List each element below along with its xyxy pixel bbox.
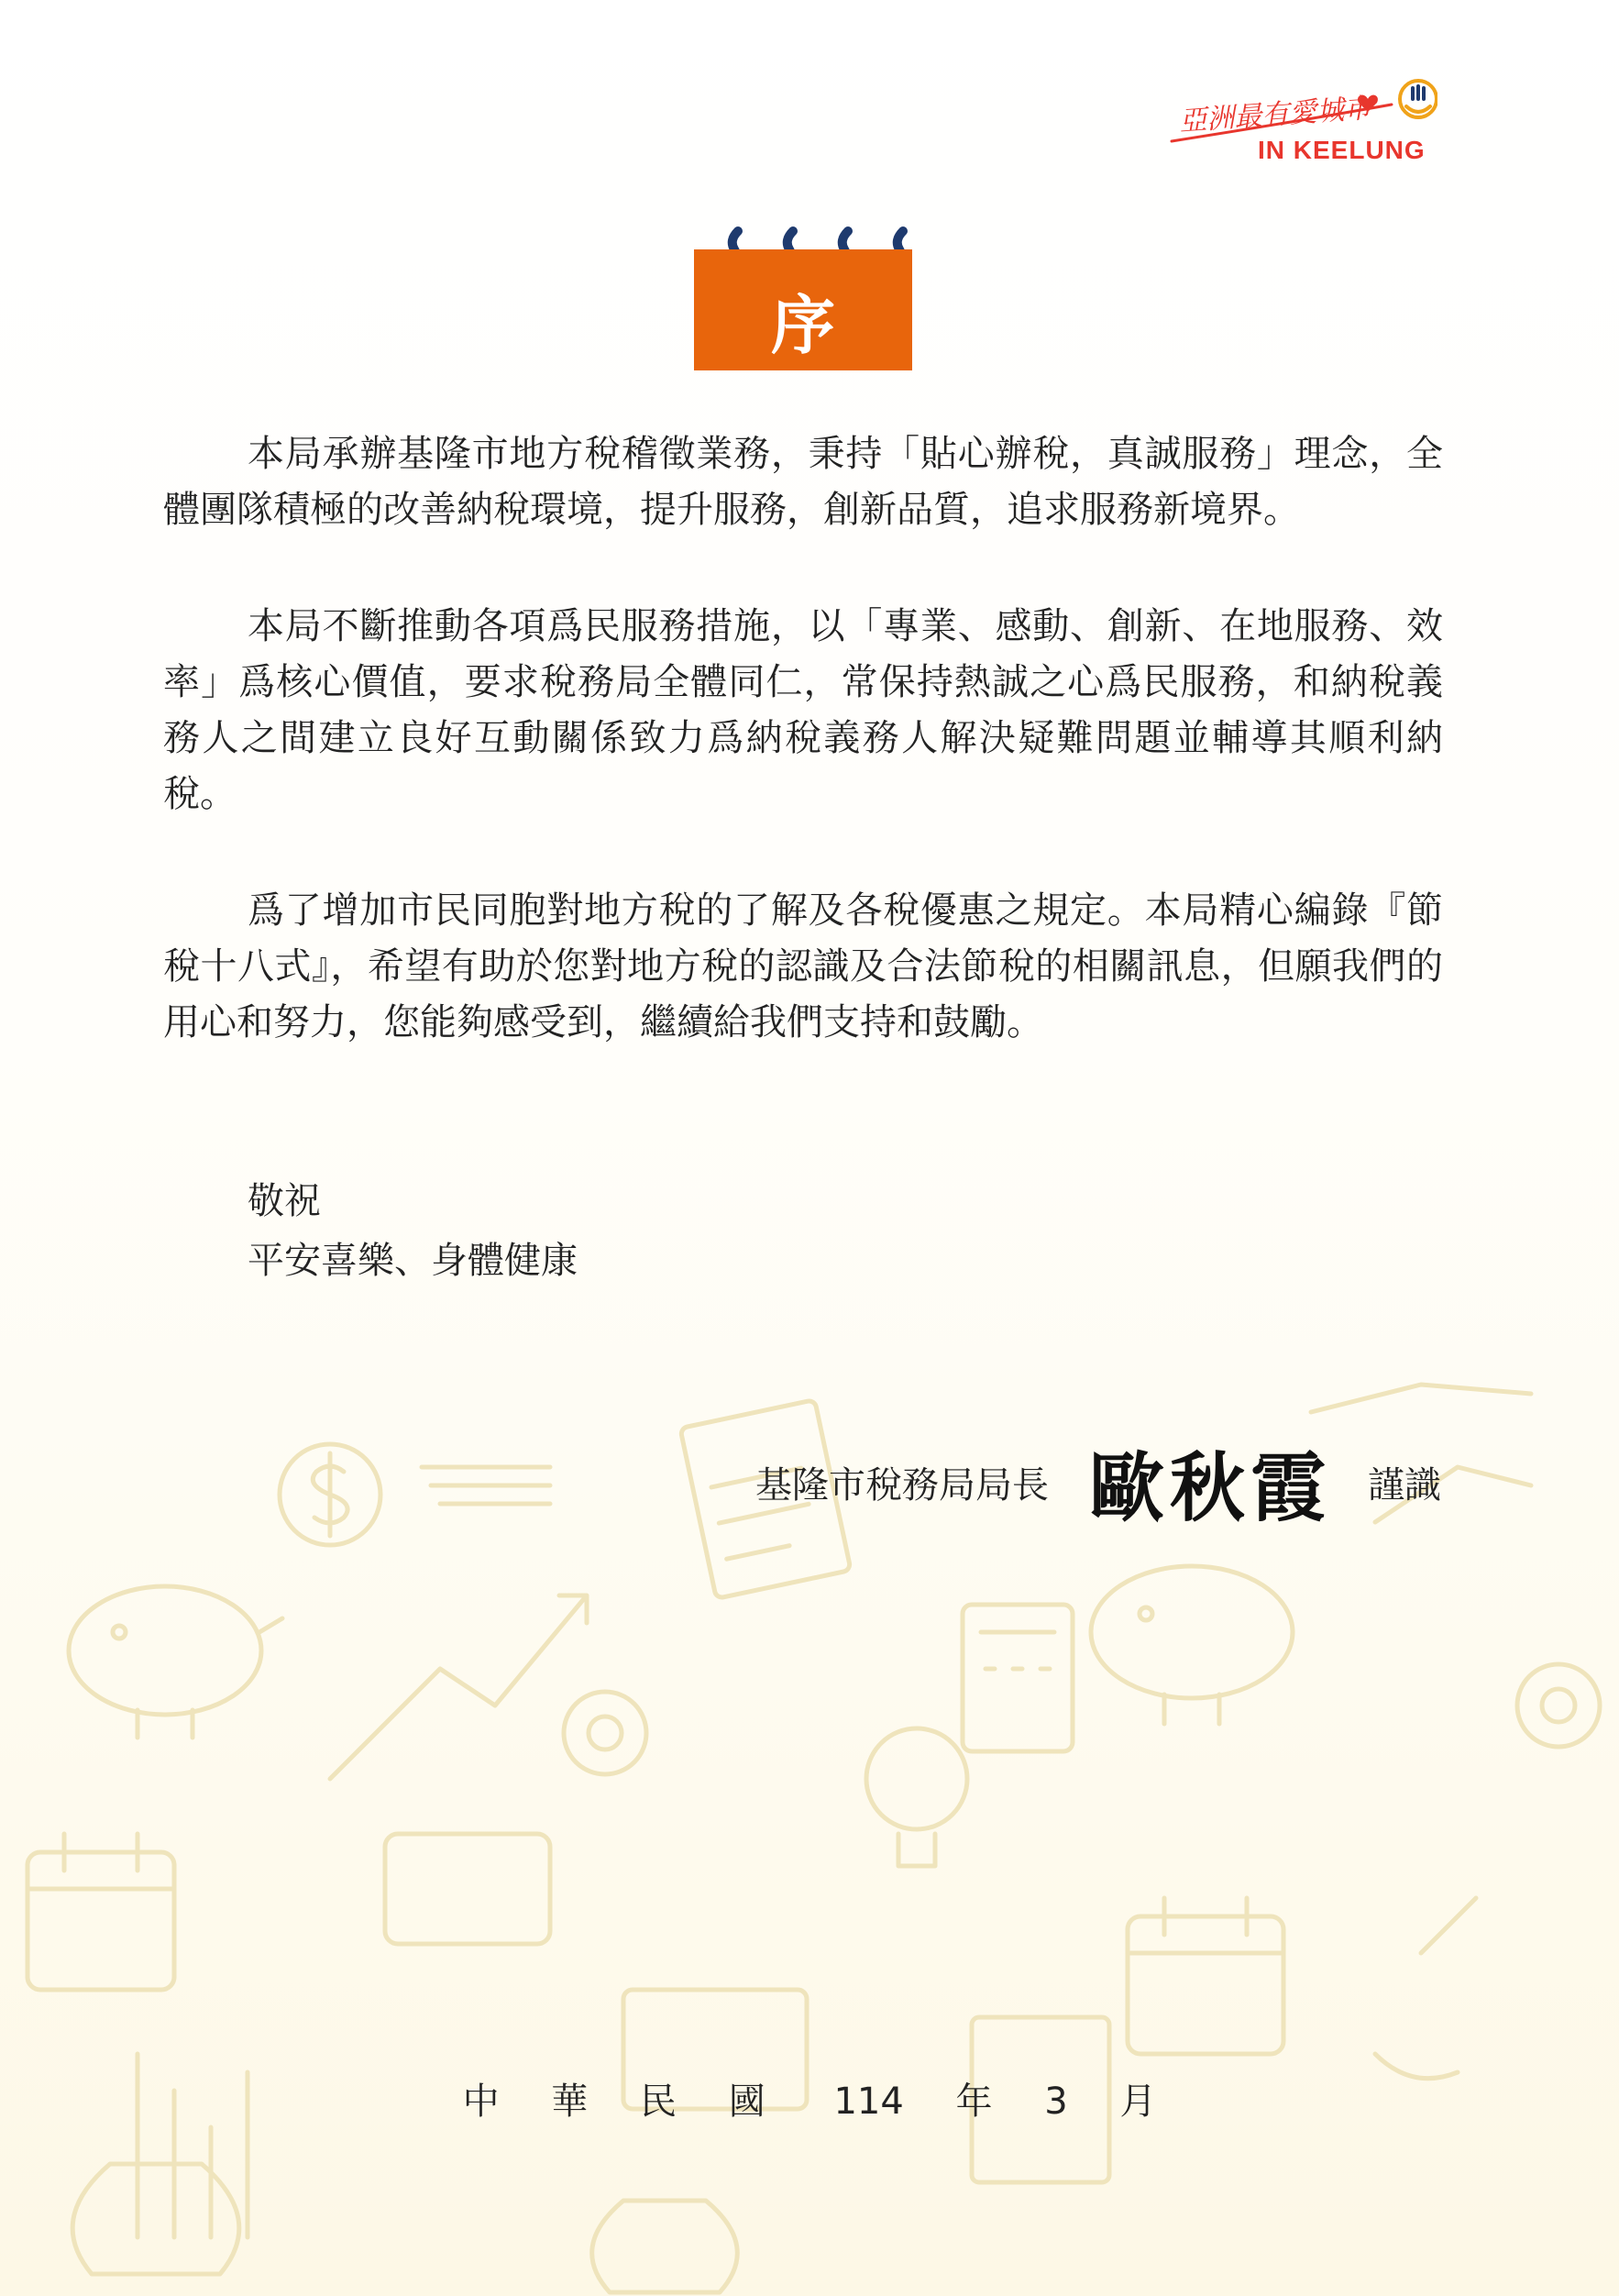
signature-suffix: 謹識 [1368,1464,1441,1507]
signer-name: 歐秋霞 [1088,1444,1331,1532]
gear-icon [564,1664,1600,1774]
closing-greeting [248,1172,578,1291]
calculator-icon [385,1605,1073,1944]
date-month: 3 [1044,2081,1068,2123]
heading-box [694,249,912,370]
smiley-face-icon [1400,81,1437,117]
date-line [0,2072,1619,2125]
city-logo [1162,73,1437,174]
date-year: 114 [833,2081,904,2123]
signature-block [755,1429,1441,1536]
paragraph: 本局承辦基隆市地方稅稽徵業務，秉持「貼心辦稅，真誠服務」理念，全體團隊積極的改善納稅環境，提升服務，創新品質，追求服務新境界。 [163,433,1443,531]
logo-city-name: IN KEELUNG [1258,136,1426,164]
date-part: 中 [462,2081,500,2123]
calendar-icon [28,1834,1283,2054]
preface-heading [694,222,914,370]
closing-line: 敬祝 [248,1180,321,1222]
date-part: 民 [640,2081,677,2123]
closing-line: 平安喜樂、身體健康 [248,1240,578,1282]
date-part: 年 [955,2081,993,2123]
paragraph: 本局不斷推動各項爲民服務措施，以「專業、感動、創新、在地服務、效率」爲核心價值，要求稅務局全體同仁，常保持熱誠之心爲民服務，和納稅義務人之間建立良好互動關係致力爲納稅義務人解決疑難問題並輔導其順利納稅。 [163,605,1443,815]
date-part: 華 [551,2081,589,2123]
dollar-icon [280,1444,380,1545]
logo-slogan: 亞洲最有愛城市 [1178,92,1373,138]
piggy-bank-icon [69,1586,282,1738]
piggy-bank-icon [1091,1566,1293,1724]
date-part: 國 [728,2081,765,2123]
preface-body [163,426,1443,1111]
signer-title: 基隆市稅務局局長 [754,1464,1049,1507]
lightbulb-icon [866,1728,967,1866]
money-bag-icon [72,2164,737,2292]
page-title: 序 [771,287,835,363]
date-part: 月 [1119,2081,1157,2123]
paragraph: 爲了增加市民同胞對地方稅的了解及各稅優惠之規定。本局精心編錄『節稅十八式』，希望有助於您對地方稅的認識及合法節稅的相關訊息，但願我們的用心和努力，您能夠感受到，繼續給我們支持和鼓勵。 [163,889,1443,1043]
